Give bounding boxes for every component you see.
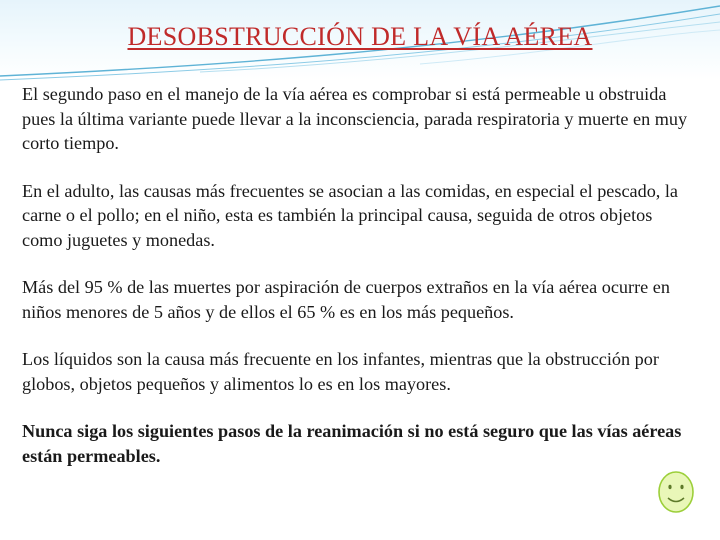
warning-paragraph: Nunca siga los siguientes pasos de la reanimación si no está seguro que las vías aéreas están permeables. bbox=[22, 421, 682, 466]
paragraph-1: El segundo paso en el manejo de la vía aérea es comprobar si está permeable u obstruida pues la última variante puede llevar a la inconsciencia, parada respiratoria y muerte en muy corto tiempo. bbox=[22, 84, 688, 153]
paragraph-3: Más del 95 % de las muertes por aspiración de cuerpos extraños en la vía aérea ocurre en niños menores de 5 años y de ellos el 65 % es en los más pequeños. bbox=[22, 277, 670, 322]
page-title: DESOBSTRUCCIÓN DE LA VÍA AÉREA bbox=[127, 22, 593, 51]
paragraph-2: En el adulto, las causas más frecuentes se asocian a las comidas, en especial el pescado, la carne o el pollo; en el niño, esta es también la principal causa, seguida de otros objetos como juguetes y monedas. bbox=[22, 180, 679, 250]
slide-body bbox=[22, 82, 692, 491]
paragraph-4: Los líquidos son la causa más frecuente en los infantes, mientras que la obstrucción por globos, objetos pequeños y alimentos lo es en los mayores. bbox=[22, 349, 659, 394]
smiley-face-icon bbox=[657, 470, 695, 514]
